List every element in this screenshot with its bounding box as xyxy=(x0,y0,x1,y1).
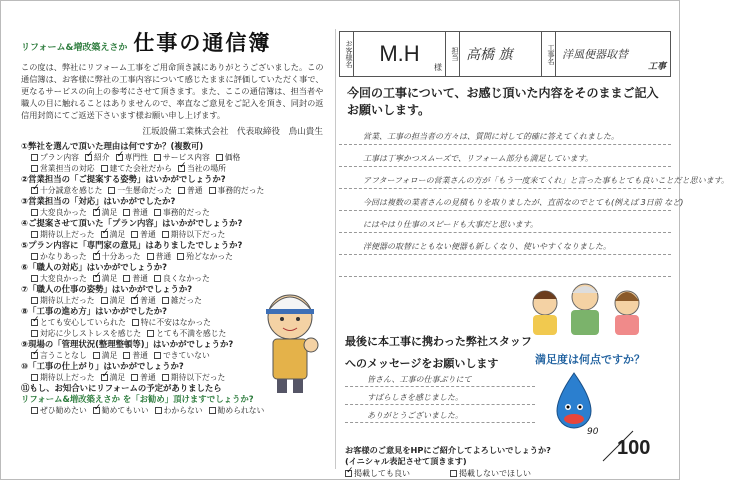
comment-line: 営業、工事の担当者の方々は、質問に対して的確に答えてくれました。 xyxy=(339,123,671,145)
question-options xyxy=(21,163,333,174)
option-label: 専門性 xyxy=(124,153,148,162)
option-label: 普通 xyxy=(140,230,156,239)
checkbox-checked[interactable] xyxy=(178,165,185,172)
option[interactable] xyxy=(162,295,202,306)
option-label: 満足 xyxy=(101,208,118,217)
center-divider xyxy=(335,29,336,469)
question-options xyxy=(21,273,333,284)
tanto-label: 担当 xyxy=(446,32,460,76)
question-8: ⑦「職人の仕事の姿勢」はいかがでしょうか? xyxy=(21,284,193,294)
checkbox-checked[interactable] xyxy=(31,187,38,194)
option[interactable] xyxy=(216,152,241,163)
checkbox[interactable] xyxy=(131,374,138,381)
option-label: できていない xyxy=(162,351,210,360)
question-options xyxy=(21,185,333,196)
checkbox[interactable] xyxy=(155,407,162,414)
checkbox[interactable] xyxy=(93,352,100,359)
option-label: 当社の場所 xyxy=(186,164,226,173)
question-options xyxy=(21,405,333,416)
option-label: 十分誠意を感じた xyxy=(40,186,103,195)
left-column xyxy=(21,27,333,477)
staff-illustration xyxy=(523,277,653,335)
customer-name xyxy=(354,32,446,76)
publish-options xyxy=(345,468,531,479)
option[interactable] xyxy=(123,207,148,218)
option[interactable] xyxy=(123,273,148,284)
option-label: 建てた会社だから xyxy=(109,164,172,173)
publish-question xyxy=(345,445,551,467)
question-options xyxy=(21,207,333,218)
question-13: ⑪もし、お知合いにリフォームの予定がありましたら xyxy=(21,383,222,393)
option[interactable] xyxy=(101,372,126,383)
option-label: 期待以上だった xyxy=(40,230,95,239)
question-options xyxy=(21,229,333,240)
option-label: 雑だった xyxy=(170,296,202,305)
checkbox-checked[interactable] xyxy=(93,275,100,282)
option-label: 特に不安はなかった xyxy=(140,318,211,327)
option[interactable] xyxy=(93,273,118,284)
option[interactable] xyxy=(116,152,148,163)
option-label: 期待以上だった xyxy=(40,296,95,305)
option[interactable] xyxy=(131,229,156,240)
checkbox[interactable] xyxy=(209,407,216,414)
staff-message-line: ありがとうございました。 xyxy=(345,405,535,423)
checkbox-checked[interactable] xyxy=(31,352,38,359)
option[interactable] xyxy=(147,328,226,339)
option[interactable] xyxy=(31,229,95,240)
comment-prompt: 今回の工事について、お感じ頂いた内容をそのままご記入お願いします。 xyxy=(347,86,659,117)
checkbox-checked[interactable] xyxy=(345,470,352,477)
customer-label: お客様名 xyxy=(340,32,354,76)
option-label: 満足 xyxy=(109,230,126,239)
option[interactable] xyxy=(93,350,118,361)
publish-question-text: お客様のご意見をHPにご紹介してよろしいでしょうか? xyxy=(345,445,551,455)
option-label: 掲載しても良い xyxy=(354,469,410,478)
checkbox[interactable] xyxy=(154,352,161,359)
checkbox[interactable] xyxy=(123,209,130,216)
checkbox[interactable] xyxy=(31,231,38,238)
checkbox-checked[interactable] xyxy=(85,154,92,161)
koji-suffix: 工事 xyxy=(647,62,666,72)
option-label: 営業担当の対応 xyxy=(40,164,95,173)
checkbox[interactable] xyxy=(131,231,138,238)
option[interactable] xyxy=(31,317,126,328)
option[interactable] xyxy=(31,372,95,383)
customer-name-value: M.H xyxy=(379,41,420,66)
option-label: とても安心していられた xyxy=(40,318,126,327)
checkbox[interactable] xyxy=(209,187,216,194)
option[interactable] xyxy=(31,207,87,218)
checkbox[interactable] xyxy=(450,470,457,477)
checkbox[interactable] xyxy=(177,253,184,260)
option[interactable] xyxy=(31,185,102,196)
option-label: 事務的だった xyxy=(217,186,265,195)
checkbox[interactable] xyxy=(101,297,108,304)
question-options xyxy=(21,152,333,163)
option[interactable] xyxy=(31,350,87,361)
option-label: 満足 xyxy=(101,351,118,360)
checkbox[interactable] xyxy=(178,187,185,194)
option[interactable] xyxy=(154,350,210,361)
question-1: ①弊社を選んで頂いた理由は何ですか？(複数可) xyxy=(21,141,204,151)
staff-message-heading: 最後に本工事に携わった弊社スタッフへのメッセージをお願いします xyxy=(345,335,532,370)
checkbox[interactable] xyxy=(31,165,38,172)
option-label: 期待以上だった xyxy=(40,373,95,382)
question-3: ②営業担当の「ご提案する姿勢」はいかがでしょうか? xyxy=(21,174,226,184)
option-label: 期待以下だった xyxy=(170,230,226,239)
option-label: ぜひ勧めたい xyxy=(40,406,87,415)
title-row xyxy=(21,27,333,57)
option-label: 大変良かった xyxy=(40,274,87,283)
option[interactable] xyxy=(85,152,110,163)
checkbox[interactable] xyxy=(31,330,38,337)
option-label: 十分あった xyxy=(101,252,141,261)
staff-message-line: すばらしさを感じました。 xyxy=(345,387,535,405)
option[interactable] xyxy=(162,372,226,383)
option-label: 対応に少しストレスを感じた xyxy=(40,329,142,338)
option-label: 勧められない xyxy=(217,406,265,415)
option-label: 普通 xyxy=(132,274,148,283)
score-value: 90 xyxy=(587,427,599,437)
checkbox[interactable] xyxy=(123,275,130,282)
option[interactable] xyxy=(178,163,226,174)
water-drop-mascot-icon xyxy=(547,371,601,433)
option-label: 普通 xyxy=(132,208,148,217)
option-label: 良くなかった xyxy=(162,274,210,283)
option[interactable] xyxy=(31,328,141,339)
option[interactable] xyxy=(209,405,265,416)
checkbox[interactable] xyxy=(31,407,38,414)
question-options xyxy=(21,251,333,262)
option-label: 紹介 xyxy=(93,153,110,162)
option[interactable] xyxy=(101,295,126,306)
honorific: 様 xyxy=(434,63,442,72)
checkbox-checked[interactable] xyxy=(93,253,100,260)
checkbox[interactable] xyxy=(101,165,108,172)
option-label: 普通 xyxy=(140,296,156,305)
checkbox[interactable] xyxy=(31,253,38,260)
checkbox[interactable] xyxy=(162,297,169,304)
checkbox-checked[interactable] xyxy=(131,297,138,304)
question-11: ⑨現場の「管理状況(整理整頓等)」はいかがでしょうか? xyxy=(21,339,234,349)
option[interactable] xyxy=(31,295,95,306)
mascot-worker-illustration xyxy=(255,287,325,397)
option-label: 満足 xyxy=(101,274,118,283)
checkbox[interactable] xyxy=(123,352,130,359)
option-label: サービス内容 xyxy=(162,153,210,162)
question-5: ④ご提案させて頂いた「プラン内容」はいかがでしょうか? xyxy=(21,218,243,228)
satisfaction-title: 満足度は何点ですか？ xyxy=(535,353,645,366)
option-label: 普通 xyxy=(155,252,172,261)
option[interactable] xyxy=(31,273,87,284)
option[interactable] xyxy=(209,185,265,196)
question-6: ⑤プラン内容に「専門家の意見」はありましたでしょうか? xyxy=(21,240,243,250)
checkbox[interactable] xyxy=(154,154,161,161)
option[interactable] xyxy=(147,251,172,262)
option[interactable] xyxy=(101,229,126,240)
option[interactable] xyxy=(31,163,95,174)
option-label: とても不満を感じた xyxy=(156,329,227,338)
score-box xyxy=(587,427,665,461)
option-label: かなりあった xyxy=(40,252,87,261)
option[interactable] xyxy=(178,185,203,196)
checkbox[interactable] xyxy=(132,319,139,326)
option-label: 普通 xyxy=(140,373,156,382)
option-label: 事務的だった xyxy=(162,208,210,217)
comment-line: 今回は複数の業者さんの見積もりを取りましたが、直前なのでとても(例えば 3日前 など) xyxy=(339,189,671,211)
question-14: リフォーム&増改築えさか を「お勧め」頂けますでしょうか? xyxy=(21,394,254,404)
question-9: ⑧「工事の進め方」はいかがでしたか? xyxy=(21,306,167,316)
checkbox-checked[interactable] xyxy=(101,231,108,238)
koji-value: 洋風便器取替 xyxy=(562,48,628,61)
option-label: 言うことなし xyxy=(40,351,87,360)
question-12: ⑩「工事の仕上がり」はいかがでしょうか? xyxy=(21,361,184,371)
checkbox-checked[interactable] xyxy=(31,319,38,326)
option-label: 普通 xyxy=(132,351,148,360)
checkbox[interactable] xyxy=(31,374,38,381)
option[interactable] xyxy=(31,251,87,262)
option-label: わからない xyxy=(163,406,203,415)
option[interactable] xyxy=(31,405,87,416)
koji-label: 工事名 xyxy=(542,32,556,76)
brand-label: リフォーム&増改築えさか xyxy=(21,43,128,53)
tanto-value: 高橋 旗 xyxy=(460,32,542,76)
checkbox[interactable] xyxy=(154,209,161,216)
comment-line: アフターフォローの営業さんの方が「もう一度来てくれ」と言った事もとても良いことだと思います。 xyxy=(339,167,671,189)
option[interactable] xyxy=(162,229,226,240)
page-title: 仕事の通信簿 xyxy=(133,31,272,55)
publish-note: (イニシャル表記させて頂きます) xyxy=(345,456,467,466)
option[interactable] xyxy=(131,372,156,383)
option-label: 普通 xyxy=(186,186,203,195)
option-label: 大変良かった xyxy=(40,208,87,217)
score-denominator: 100 xyxy=(617,437,651,459)
comment-line: 洋便器の取替にともない便器も新しくなり、使いやすくなりました。 xyxy=(339,233,671,255)
option-label: 期待以下だった xyxy=(170,373,226,382)
option[interactable] xyxy=(108,185,172,196)
option[interactable] xyxy=(93,207,118,218)
checkbox[interactable] xyxy=(147,330,154,337)
publish-option[interactable] xyxy=(345,468,410,479)
comment-line: 工事は丁寧かつスムーズで、リフォーム部分も満足しています。 xyxy=(339,145,671,167)
question-7: ⑥「職人の対応」はいかがでしょうか? xyxy=(21,262,167,272)
option-label: 殆どなかった xyxy=(186,252,233,261)
customer-header xyxy=(339,31,671,77)
option[interactable] xyxy=(93,251,141,262)
checkbox[interactable] xyxy=(108,187,115,194)
question-4: ③営業担当の「対応」はいかがでしたか? xyxy=(21,196,176,206)
checkbox-checked[interactable] xyxy=(93,209,100,216)
checkbox[interactable] xyxy=(216,154,223,161)
checkbox-checked[interactable] xyxy=(93,407,100,414)
comment-line-empty xyxy=(339,255,671,277)
checkbox[interactable] xyxy=(31,154,38,161)
comment-line: にはやはり仕事のスピードも大事だと思います。 xyxy=(339,211,671,233)
koji-cell xyxy=(556,32,670,76)
option[interactable] xyxy=(154,273,210,284)
checkbox[interactable] xyxy=(162,374,169,381)
checkbox[interactable] xyxy=(31,275,38,282)
checkbox[interactable] xyxy=(154,275,161,282)
checkbox-checked[interactable] xyxy=(101,374,108,381)
option-label: 満足 xyxy=(109,296,126,305)
publish-option[interactable] xyxy=(450,468,531,479)
option[interactable] xyxy=(155,405,203,416)
option-label: プラン内容 xyxy=(40,153,79,162)
option[interactable] xyxy=(177,251,233,262)
option[interactable] xyxy=(101,163,172,174)
option-label: 価格 xyxy=(224,153,241,162)
option[interactable] xyxy=(132,317,211,328)
option-label: 満足 xyxy=(109,373,126,382)
option[interactable] xyxy=(154,207,210,218)
checkbox[interactable] xyxy=(31,209,38,216)
intro-text: この度は、弊社にリフォーム工事をご用命頂き誠にありがとうございました。この通信簿は、お客様に弊社の工事内容について感じたままに評価していただく事で、更なるサービスの向上の参考にさせて頂きます。また、ここの通信簿は、担当者や職人の目に触れることはありませんので、率直なご意見をご記入を頂き、同封の返信用封筒にてご返送下さいます様お願い申し上げます。 xyxy=(21,62,324,120)
right-column xyxy=(339,31,729,478)
checkbox[interactable] xyxy=(31,297,38,304)
option[interactable] xyxy=(131,295,156,306)
staff-message-line: 皆さん、工事の仕事ぶりにて xyxy=(345,369,535,387)
option-label: 勧めてもいい xyxy=(101,406,149,415)
option-label: 一生懸命だった xyxy=(117,186,172,195)
checkbox[interactable] xyxy=(147,253,154,260)
staff-message-lines xyxy=(345,369,535,429)
option[interactable] xyxy=(123,350,148,361)
signature: 江坂設備工業株式会社 代表取締役 鳥山貴生 xyxy=(142,127,323,137)
option-label: 掲載しないでほしい xyxy=(459,469,531,478)
option[interactable] xyxy=(31,152,79,163)
checkbox[interactable] xyxy=(162,231,169,238)
checkbox-checked[interactable] xyxy=(116,154,123,161)
option[interactable] xyxy=(93,405,149,416)
